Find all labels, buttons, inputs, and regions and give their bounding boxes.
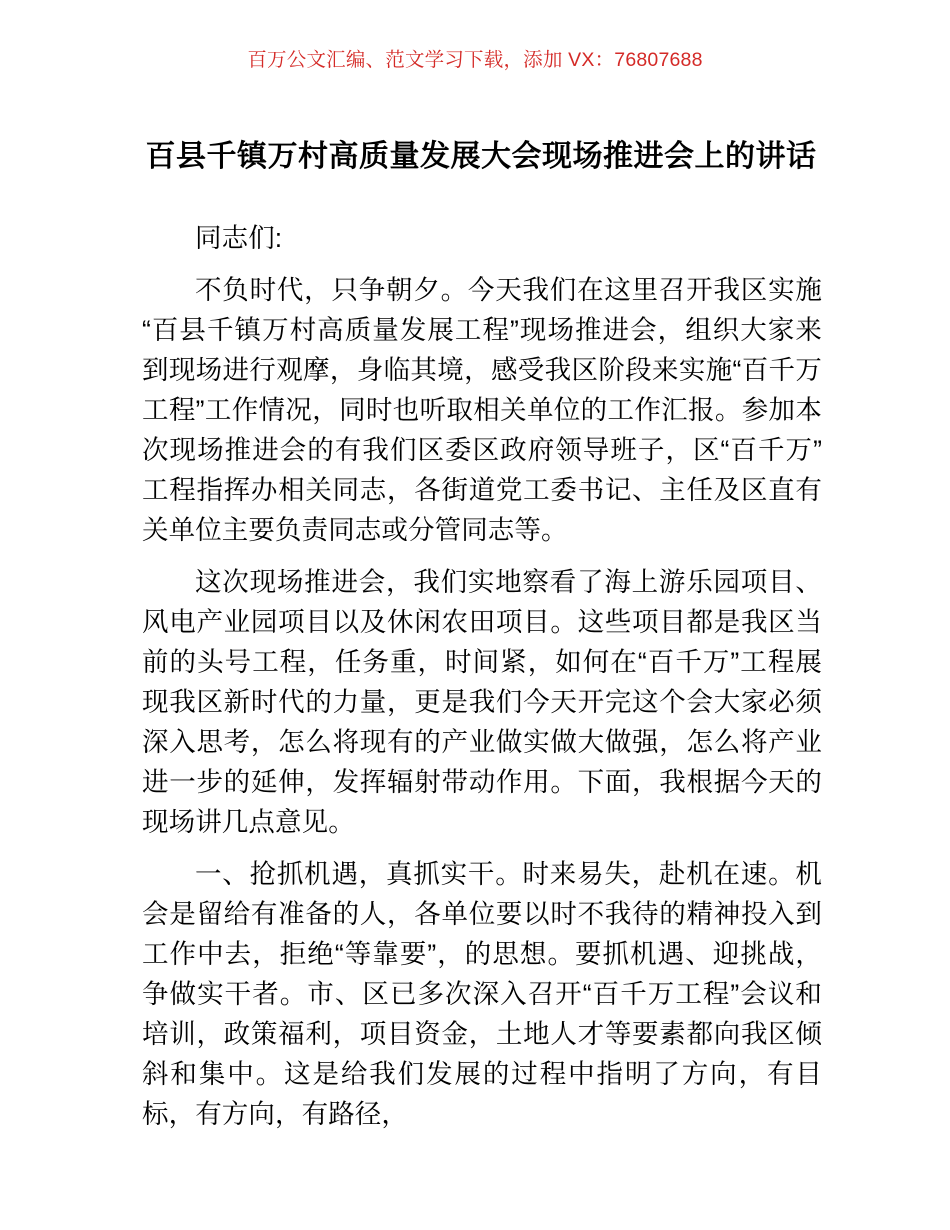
page-title: 百县千镇万村高质量发展大会现场推进会上的讲话 bbox=[145, 140, 817, 174]
paragraph-3-section-one: 一、抢抓机遇，真抓实干。时来易失，赴机在速。机会是留给有准备的人，各单位要以时不我待的精神投入到工作中去，拒绝“等靠要”，的思想。要抓机遇、迎挑战，争做实干者。市、区已多次深入召开“百千万工程”会议和培训，政策福利，项目资金，土地人才等要素都向我区倾斜和集中。这是给我们发展的过程中指明了方向，有目标，有方向，有路径， bbox=[142, 859, 822, 1129]
paragraph-1: 不负时代，只争朝夕。今天我们在这里召开我区实施“百县千镇万村高质量发展工程”现场推进会，组织大家来到现场进行观摩，身临其境，感受我区阶段来实施“百千万工程”工作情况，同时也听取相关单位的工作汇报。参加本次现场推进会的有我们区委区政府领导班子，区“百千万”工程指挥办相关同志，各街道党工委书记、主任及区直有关单位主要负责同志或分管同志等。 bbox=[142, 275, 822, 545]
salutation: 同志们: bbox=[195, 223, 283, 253]
promo-watermark-header: 百万公文汇编、范文学习下载，添加 VX：76807688 bbox=[247, 49, 703, 71]
paragraph-2: 这次现场推进会，我们实地察看了海上游乐园项目、风电产业园项目以及休闲农田项目。这些项目都是我区当前的头号工程，任务重，时间紧，如何在“百千万”工程展现我区新时代的力量，更是我们今天开完这个会大家必须深入思考，怎么将现有的产业做实做大做强，怎么将产业进一步的延伸，发挥辐射带动作用。下面，我根据今天的现场讲几点意见。 bbox=[142, 567, 822, 837]
document-body bbox=[142, 218, 822, 1134]
